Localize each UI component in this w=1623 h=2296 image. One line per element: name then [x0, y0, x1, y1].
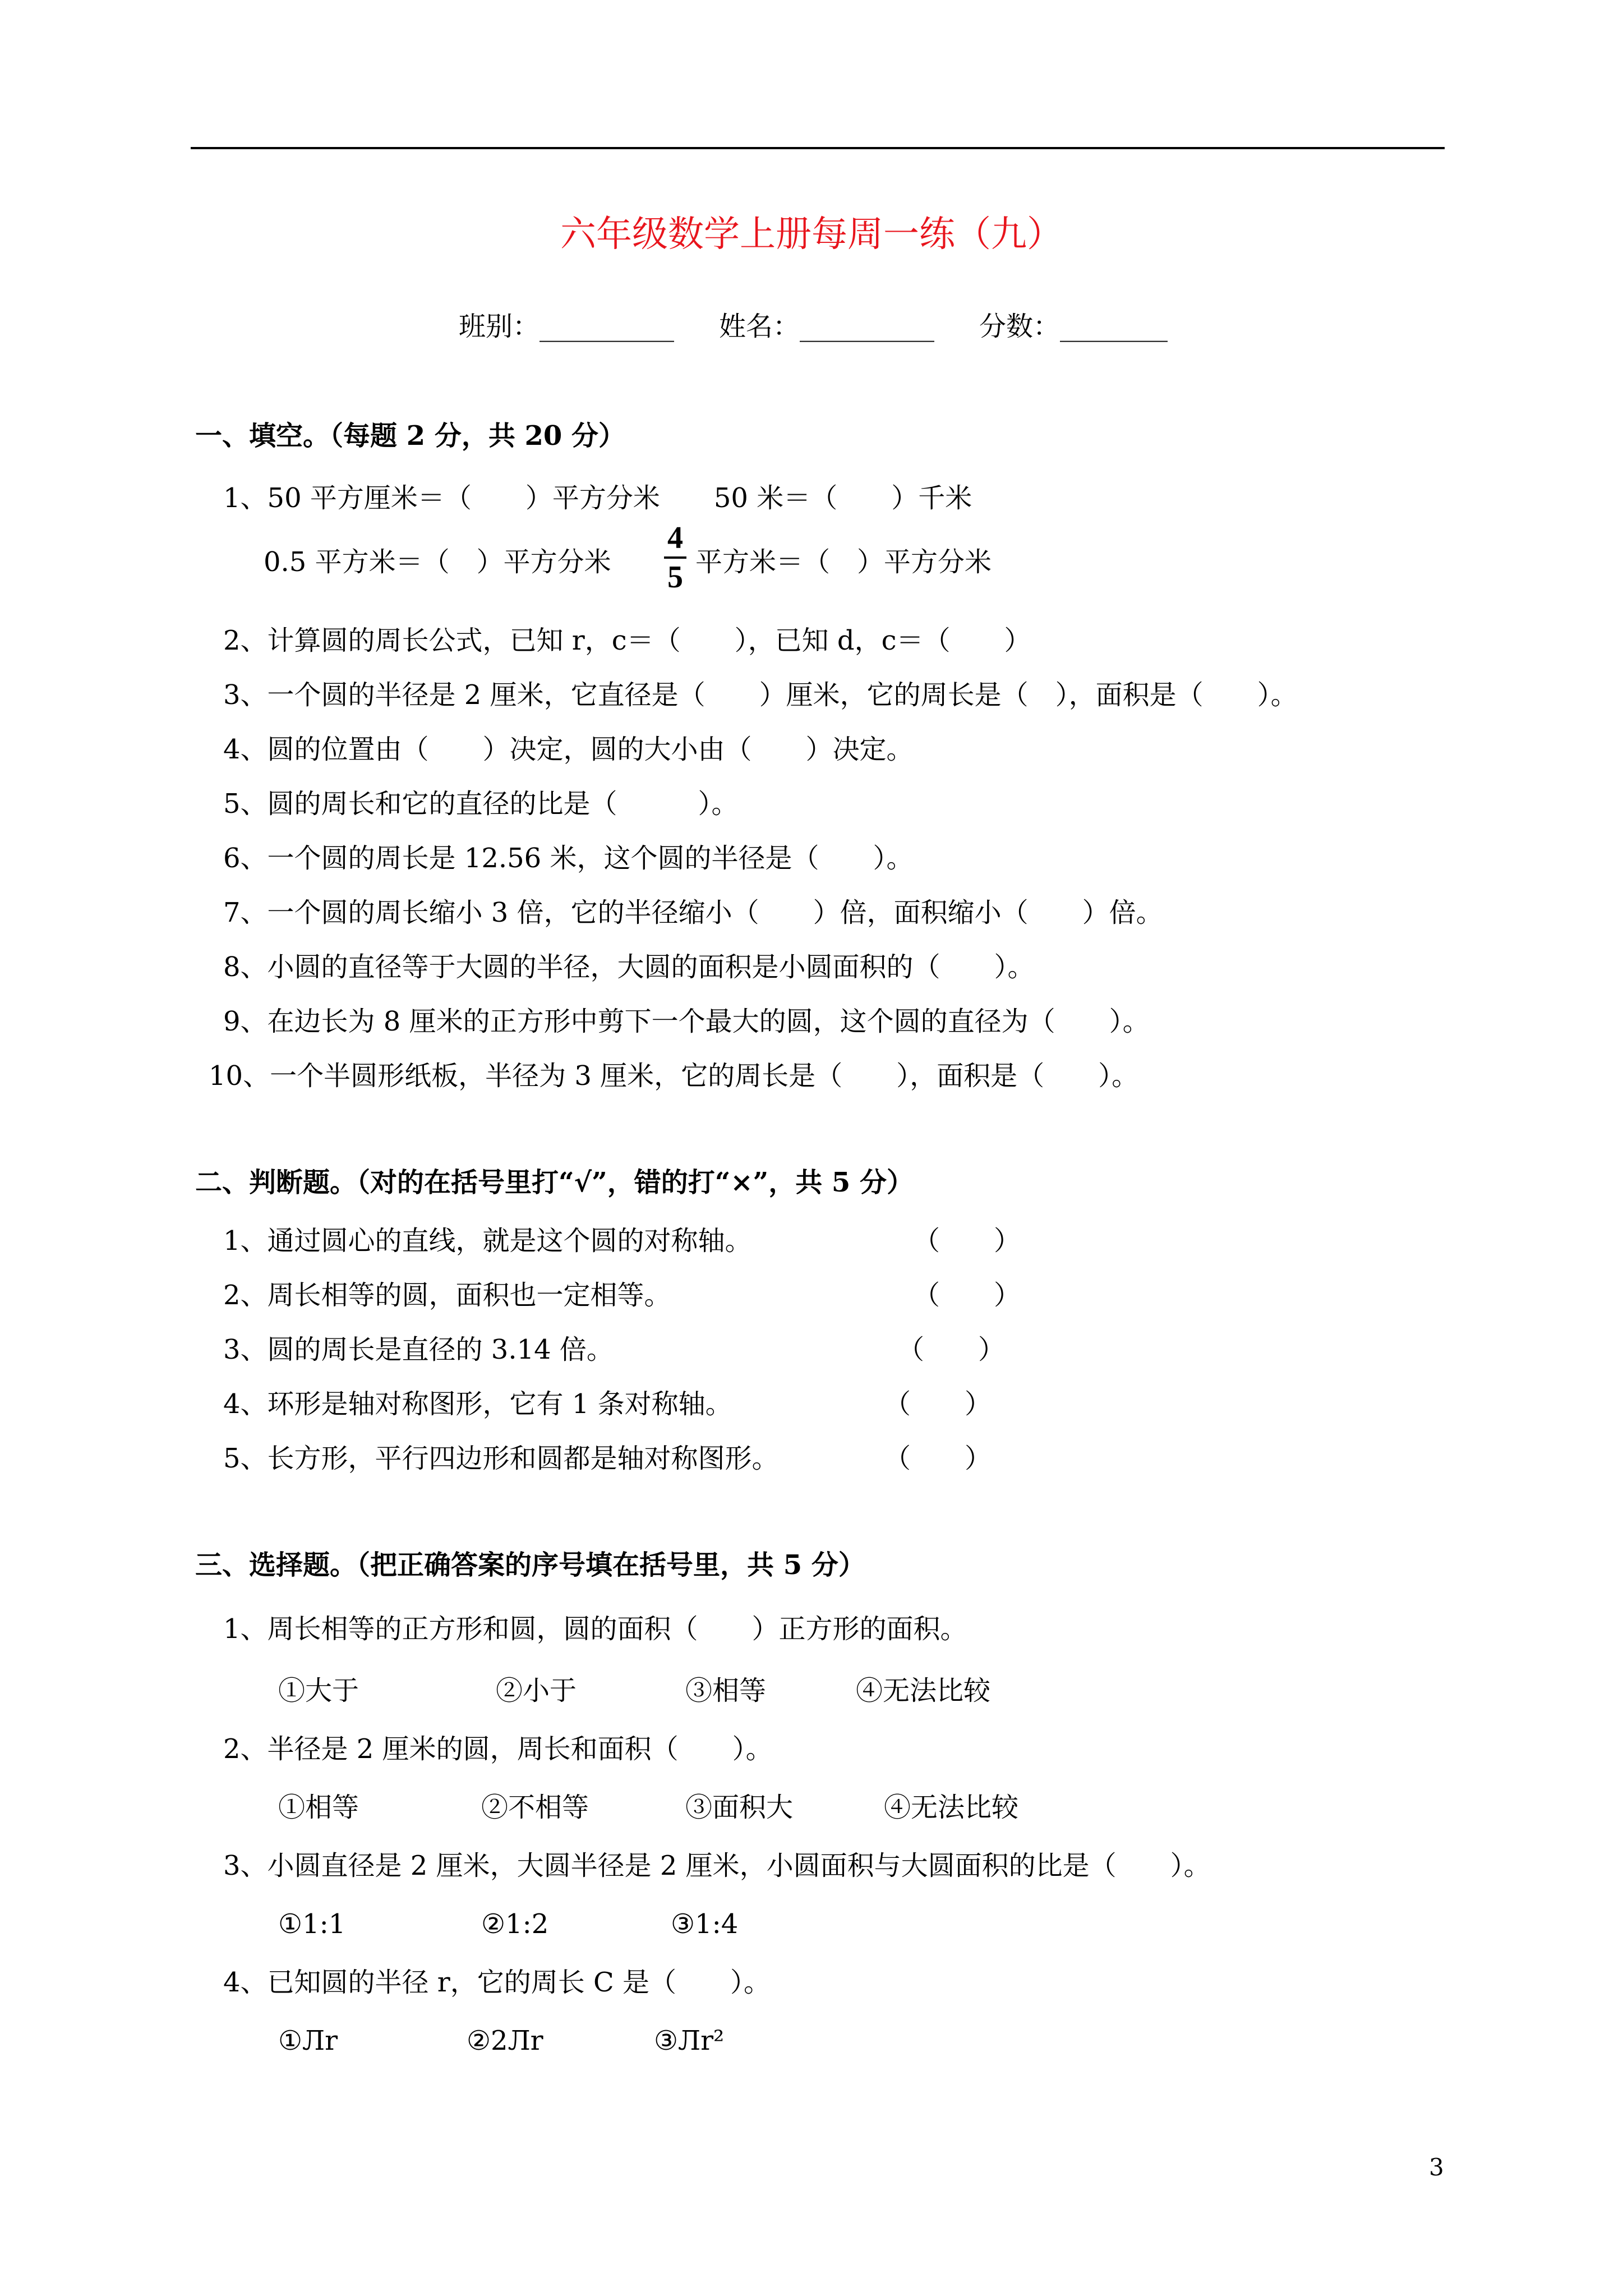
fill-q5: 5、圆的周长和它的直径的比是（ ）。: [223, 788, 739, 820]
fill-q4: 4、圆的位置由（ ）决定，圆的大小由（ ）决定。: [223, 734, 914, 765]
judge-q1-answer[interactable]: （ ）: [913, 1225, 1021, 1257]
choice-q1-option-2[interactable]: ②小于: [496, 1675, 577, 1706]
choice-q1-option-4[interactable]: ④无法比较: [856, 1675, 991, 1706]
choice-q2: 2、半径是 2 厘米的圆，周长和面积（ ）。: [223, 1733, 773, 1765]
choice-q3-option-2[interactable]: ②1:2: [481, 1908, 549, 1940]
fill-q6: 6、一个圆的周长是 12.56 米，这个圆的半径是（ ）。: [223, 843, 914, 874]
section1-heading: 一、填空。（每题 2 分，共 20 分）: [195, 420, 626, 452]
page-title: 六年级数学上册每周一练（九）: [560, 214, 1063, 255]
fraction-bar: [664, 556, 686, 559]
choice-q3: 3、小圆直径是 2 厘米，大圆半径是 2 厘米，小圆面积与大圆面积的比是（ ）。: [223, 1850, 1211, 1881]
choice-q2-option-2[interactable]: ②不相等: [481, 1792, 589, 1823]
choice-q1-option-1[interactable]: ①大于: [278, 1675, 359, 1706]
header-rule: [191, 147, 1445, 149]
score-field[interactable]: 分数：________: [979, 311, 1168, 342]
choice-q4-option-1[interactable]: ①Лr: [278, 2025, 338, 2056]
choice-q3-option-3[interactable]: ③1:4: [671, 1908, 739, 1940]
judge-q3-answer[interactable]: （ ）: [897, 1334, 1006, 1365]
judge-q2-answer[interactable]: （ ）: [913, 1280, 1021, 1311]
fill-q1b-left: 0.5 平方米＝（ ）平方分米: [264, 546, 611, 578]
choice-q2-option-3[interactable]: ③面积大: [685, 1792, 794, 1823]
fill-q8: 8、小圆的直径等于大圆的半径，大圆的面积是小圆面积的（ ）。: [223, 951, 1035, 983]
fill-q3: 3、一个圆的半径是 2 厘米，它直径是（ ）厘米，它的周长是（ ），面积是（ ）。: [223, 679, 1298, 711]
fraction-denominator: 5: [667, 560, 683, 595]
fill-q10: 10、一个半圆形纸板，半径为 3 厘米，它的周长是（ ），面积是（ ）。: [209, 1060, 1139, 1092]
judge-q4-answer[interactable]: （ ）: [884, 1388, 992, 1420]
name-field[interactable]: 姓名：__________: [719, 311, 935, 342]
fill-q1b-right: 平方米＝（ ）平方分米: [695, 546, 992, 578]
section2-heading: 二、判断题。（对的在括号里打“√”，错的打“×”，共 5 分）: [195, 1167, 914, 1198]
choice-q1: 1、周长相等的正方形和圆，圆的面积（ ）正方形的面积。: [223, 1613, 967, 1645]
judge-q5: 5、长方形，平行四边形和圆都是轴对称图形。: [223, 1443, 779, 1474]
choice-q4-option-3[interactable]: ③Лr²: [654, 2025, 725, 2056]
fill-q2: 2、计算圆的周长公式，已知 r，c＝（ ），已知 d，c＝（ ）: [223, 625, 1031, 656]
fill-q9: 9、在边长为 8 厘米的正方形中剪下一个最大的圆，这个圆的直径为（ ）。: [223, 1006, 1150, 1037]
judge-q4: 4、环形是轴对称图形，它有 1 条对称轴。: [223, 1388, 732, 1420]
page-number: 3: [1429, 2154, 1444, 2181]
fill-q7: 7、一个圆的周长缩小 3 倍，它的半径缩小（ ）倍，面积缩小（ ）倍。: [223, 897, 1163, 928]
choice-q4: 4、已知圆的半径 r，它的周长 C 是（ ）。: [223, 1967, 771, 1998]
section3-heading: 三、选择题。（把正确答案的序号填在括号里，共 5 分）: [195, 1549, 865, 1581]
judge-q3: 3、圆的周长是直径的 3.14 倍。: [223, 1334, 614, 1365]
judge-q2: 2、周长相等的圆，面积也一定相等。: [223, 1280, 671, 1311]
choice-q1-option-3[interactable]: ③相等: [685, 1675, 767, 1706]
fraction-numerator: 4: [667, 521, 683, 555]
judge-q1: 1、通过圆心的直线，就是这个圆的对称轴。: [223, 1225, 752, 1257]
choice-q3-option-1[interactable]: ①1:1: [278, 1908, 346, 1940]
class-field[interactable]: 班别：__________: [459, 311, 675, 342]
judge-q5-answer[interactable]: （ ）: [884, 1443, 992, 1474]
choice-q4-option-2[interactable]: ②2Лr: [467, 2025, 543, 2056]
fraction-four-fifths: [664, 521, 686, 595]
fill-q1a: 1、50 平方厘米＝（ ）平方分米 50 米＝（ ）千米: [223, 482, 972, 514]
choice-q2-option-1[interactable]: ①相等: [278, 1792, 359, 1823]
choice-q2-option-4[interactable]: ④无法比较: [884, 1792, 1019, 1823]
